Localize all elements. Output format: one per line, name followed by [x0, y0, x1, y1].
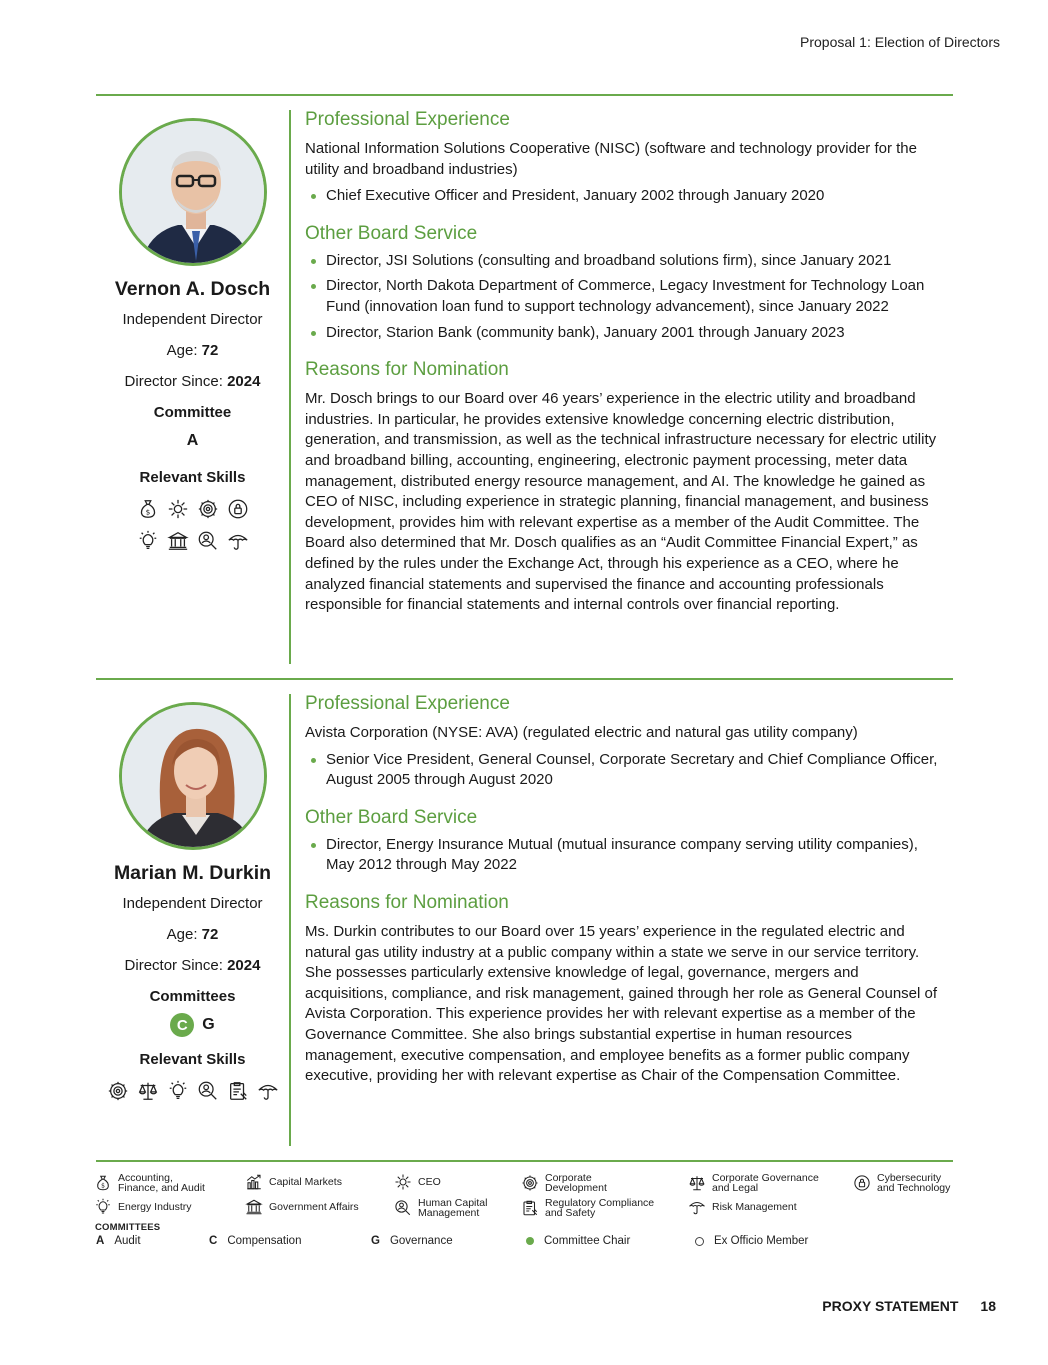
director-profile-dosch [96, 96, 953, 678]
board-title: Other Board Service [305, 222, 478, 244]
legend-item [688, 1173, 819, 1193]
legend-item [853, 1173, 950, 1193]
skills-heading: Relevant Skills [139, 469, 246, 486]
reasons-text: Ms. Durkin contributes to our Board over 15 years’ experience in the regulated electric and natural gas utility industry at a public company within a state we serve in our service territory. She possesses particularly extensive knowledge of legal, governance, mergers and acquisitions, compliance, and risk management, gained through her role as General Counsel of Avista Corporation. This experience provides her with relevant expertise as a member of the Governance Committee. She also brings substantial expertise in human resources management, executive compensation, and employee benefits as a former public company executive, providing her with relevant expertise as Chair of the Compensation Committee. [305, 922, 938, 1085]
committee-chair-badge: C [170, 1013, 194, 1037]
page-number: 18 [980, 1298, 996, 1314]
legend-item [394, 1173, 441, 1191]
risk-management-icon [227, 530, 249, 552]
legend-label: Energy Industry [118, 1201, 192, 1213]
committee-label: Ex Officio Member [714, 1235, 809, 1247]
experience-title: Professional Experience [305, 109, 510, 130]
svg-text:$: $ [145, 507, 150, 517]
legend-label: and Legal [712, 1182, 759, 1194]
board-list [305, 251, 945, 343]
committee-code-governance: G [202, 1016, 215, 1033]
legend-label: Corporate [545, 1172, 592, 1184]
director-name: Vernon A. Dosch [114, 278, 271, 300]
svg-text:$: $ [101, 1182, 105, 1190]
legend-label: Human Capital [418, 1197, 488, 1209]
reasons-title: Reasons for Nomination [305, 891, 509, 913]
director-role: Independent Director [122, 311, 263, 328]
government-affairs-icon [167, 530, 189, 552]
age-value: 72 [201, 342, 219, 359]
legend-ex-officio [695, 1235, 808, 1247]
committee-codes [96, 1013, 289, 1037]
risk-management-icon [688, 1198, 706, 1216]
director-since [96, 957, 289, 974]
age-label: Age: [166, 342, 198, 359]
skills-row [96, 498, 289, 520]
list-item: Chief Executive Officer and President, January 2002 through January 2020 [305, 186, 945, 207]
committee-code: A [96, 1235, 105, 1247]
experience-list [305, 186, 945, 207]
director-age [96, 342, 289, 359]
legend-item [394, 1198, 487, 1218]
list-item: Director, Energy Insurance Mutual (mutual insurance company serving utility companies), May 2012 through May 2022 [305, 835, 945, 876]
committee-label: Compensation [227, 1235, 302, 1247]
cybersecurity-icon [227, 498, 249, 520]
legend-label: and Safety [545, 1207, 596, 1219]
corporate-development-icon [521, 1174, 539, 1192]
director-photo [119, 118, 267, 266]
committee-code-audit: A [186, 432, 199, 449]
footer-label: PROXY STATEMENT [822, 1298, 959, 1314]
divider-bottom [96, 1160, 953, 1162]
chair-dot-icon [526, 1237, 534, 1245]
experience-intro: National Information Solutions Cooperative (NISC) (software and technology provider for the utility and broadband industries) [305, 140, 917, 178]
corporate-governance-icon [688, 1174, 706, 1192]
reasons-title: Reasons for Nomination [305, 359, 509, 381]
committee-label: Committee Chair [544, 1235, 631, 1247]
ceo-icon [394, 1173, 412, 1191]
energy-industry-icon [137, 530, 159, 552]
legend-label: CEO [418, 1176, 441, 1188]
skills-heading: Relevant Skills [139, 1051, 246, 1068]
board-title: Other Board Service [305, 806, 478, 828]
director-role: Independent Director [122, 895, 263, 912]
legend-label: Risk Management [712, 1201, 797, 1213]
skills-row [96, 1080, 289, 1102]
legend-committee-compensation [209, 1235, 301, 1247]
committee-label: Audit [114, 1235, 141, 1247]
regulatory-compliance-icon [227, 1080, 249, 1102]
legend-label: Accounting, [118, 1172, 173, 1184]
human-capital-icon [197, 530, 219, 552]
energy-industry-icon [167, 1080, 189, 1102]
legend-item [245, 1173, 342, 1191]
legend-label: and Technology [877, 1182, 951, 1194]
column-divider [289, 110, 291, 664]
legend-label: Corporate Governance [712, 1172, 819, 1184]
accounting-icon [94, 1174, 112, 1192]
cybersecurity-icon [853, 1174, 871, 1192]
committees-heading: COMMITTEES [95, 1222, 161, 1233]
committee-codes [96, 429, 289, 453]
legend-label: Development [545, 1182, 607, 1194]
ex-officio-circle-icon [695, 1237, 704, 1246]
reasons-text: Mr. Dosch brings to our Board over 46 years’ experience in the electric utility and broadband industries. In particular, he provides extensive knowledge concerning electric distribution, generation, and transmission, as well as the technical infrastructure necessary for electric utility and broadband billing, accounting, engineering, electronic payment processing, meter data management, distributed energy resource management, and AI. The knowledge he gained as CEO of NISC, including experience in strategic planning, financial management, and business development, provides him with relevant expertise as a member of the Audit Committee. The Board also determined that Mr. Dosch qualifies as an “Audit Committee Financial Expert,” as defined by the rules under the Exchange Act, through his experience as a CEO, where he analyzed financial statements and supervised the finance and accounting professionals responsible for financial statements and internal controls over financial reporting. [305, 390, 937, 614]
director-summary [96, 96, 289, 552]
legend-label: Management [418, 1207, 480, 1219]
director-age [96, 926, 289, 943]
corporate-development-icon [197, 498, 219, 520]
column-divider [289, 694, 291, 1146]
director-details [305, 680, 945, 1087]
legend-label: Cybersecurity [877, 1172, 942, 1184]
experience-intro: Avista Corporation (NYSE: AVA) (regulated electric and natural gas utility company) [305, 724, 858, 741]
committee-code: G [371, 1235, 380, 1247]
since-value: 2024 [227, 373, 261, 390]
director-since [96, 373, 289, 390]
legend-committee-audit [96, 1235, 141, 1247]
skills-row [96, 530, 289, 552]
since-label: Director Since: [124, 373, 223, 390]
board-list [305, 835, 945, 876]
since-value: 2024 [227, 957, 261, 974]
experience-list [305, 750, 945, 791]
committee-heading: Committee [153, 404, 232, 421]
legend-item [245, 1198, 359, 1216]
legend-label: Capital Markets [269, 1176, 342, 1188]
legend-item [94, 1173, 205, 1193]
age-value: 72 [201, 926, 219, 943]
since-label: Director Since: [124, 957, 223, 974]
legend-label: Finance, and Audit [118, 1182, 205, 1194]
list-item: Senior Vice President, General Counsel, Corporate Secretary and Chief Compliance Officer, August 2005 through August 2020 [305, 750, 945, 791]
accounting-icon [137, 498, 159, 520]
experience-title: Professional Experience [305, 693, 510, 714]
list-item: Director, Starion Bank (community bank), January 2001 through January 2023 [305, 323, 945, 344]
page-footer [822, 1298, 996, 1314]
committee-label: Governance [389, 1235, 453, 1247]
section-title: Proposal 1: Election of Directors [800, 34, 1000, 50]
human-capital-icon [394, 1199, 412, 1217]
director-photo [119, 702, 267, 850]
government-affairs-icon [245, 1198, 263, 1216]
legend-item [688, 1198, 797, 1216]
ceo-icon [167, 498, 189, 520]
director-summary [96, 680, 289, 1102]
legend-label: Regulatory Compliance [545, 1197, 655, 1209]
committee-code: C [209, 1235, 218, 1247]
committee-heading: Committees [149, 988, 236, 1005]
director-profile-durkin [96, 680, 953, 1160]
list-item: Director, JSI Solutions (consulting and broadband solutions firm), since January 2021 [305, 251, 945, 272]
regulatory-compliance-icon [521, 1199, 539, 1217]
corporate-development-icon [107, 1080, 129, 1102]
legend-item [521, 1198, 654, 1218]
legend-label: Government Affairs [269, 1201, 359, 1213]
legend-item [94, 1198, 192, 1216]
legend-item [521, 1173, 607, 1193]
corporate-governance-icon [137, 1080, 159, 1102]
human-capital-icon [197, 1080, 219, 1102]
energy-industry-icon [94, 1198, 112, 1216]
age-label: Age: [166, 926, 198, 943]
list-item: Director, North Dakota Department of Commerce, Legacy Investment for Technology Loan Fund (innovation loan fund to support technology advancement), since January 2022 [305, 276, 945, 317]
director-name: Marian M. Durkin [113, 862, 272, 884]
legend-committee-chair [526, 1235, 630, 1247]
risk-management-icon [257, 1080, 279, 1102]
director-details [305, 96, 945, 616]
capital-markets-icon [245, 1173, 263, 1191]
legend-committee-governance [371, 1235, 453, 1247]
